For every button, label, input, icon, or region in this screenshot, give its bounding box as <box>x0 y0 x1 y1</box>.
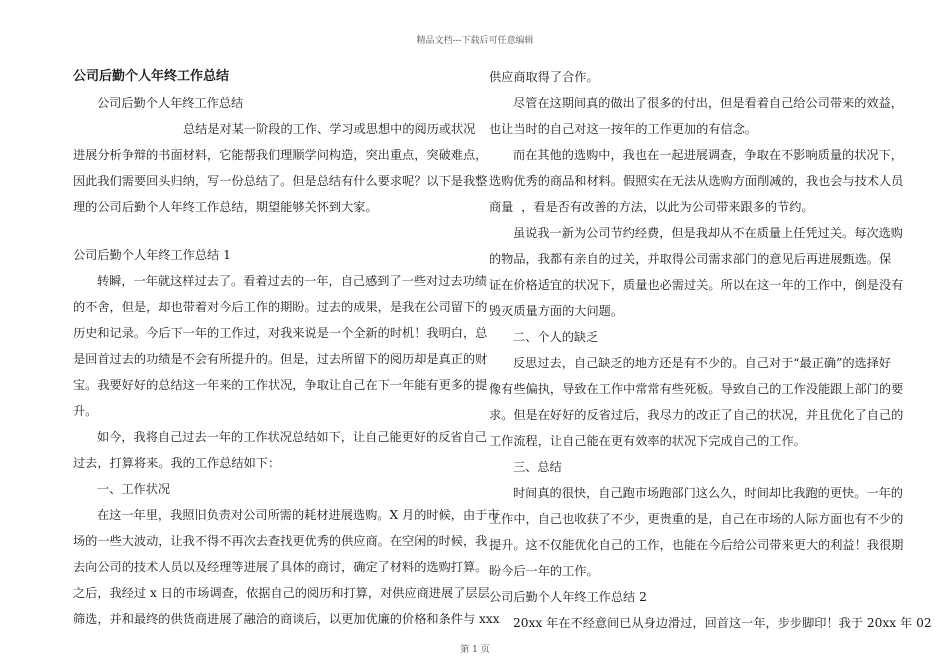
paragraph-line: 升。 <box>73 404 98 418</box>
paragraph-line: 去向公司的技术人员以及经理等进展了具体的商讨，确定了材料的选购打算。 <box>73 560 488 574</box>
paragraph-line: 如今，我将自己过去一年的工作状况总结如下，让自己能更好的反省自己 <box>97 430 487 444</box>
subheading: 二、个人的缺乏 <box>513 330 599 344</box>
paragraph-line: 时间真的很快，自己跑市场跑部门这么久，时间却比我跑的更快。一年的 <box>513 486 903 500</box>
paragraph-line: 工作流程，让自己能在更有效率的状况下完成自己的工作。 <box>489 434 806 448</box>
paragraph-line: 的不舍，但是，却也带着对今后工作的期盼。过去的成果，是我在公司留下的 <box>73 300 488 314</box>
paragraph-line: 转瞬，一年就这样过去了。看着过去的一年，自己感到了一些对过去功绩 <box>97 274 487 288</box>
paragraph-line: 过去，打算将来。我的工作总结如下： <box>73 456 281 470</box>
paragraph-line: 筛选，并和最终的供货商进展了融洽的商谈后，以更加优廉的价格和条件与 xxx <box>73 612 500 626</box>
page-header: 精品文档---下载后可任意编辑 <box>416 36 534 46</box>
section-heading: 公司后勤个人年终工作总结 2 <box>489 590 647 604</box>
paragraph-line: 宝。我要好好的总结这一年来的工作状况，争取让自己在下一年能有更多的提 <box>73 378 488 392</box>
left-column <box>73 64 500 632</box>
paragraph-line: 场的一些大波动，让我不得不再次去查找更优秀的供应商。在空闲的时候，我 <box>73 534 488 548</box>
paragraph-line: 而在其他的选购中，我也在一起进展调查，争取在不影响质量的状况下， <box>513 148 903 162</box>
document-subtitle: 公司后勤个人年终工作总结 <box>97 96 244 110</box>
intro-line: 理的公司后勤个人年终工作总结，期望能够关怀到大家。 <box>73 200 378 214</box>
section-heading: 公司后勤个人年终工作总结 1 <box>73 248 231 262</box>
paragraph-line: 虽说我一新为公司节约经费，但是我却从不在质量上任凭过关。每次选购 <box>513 226 903 240</box>
paragraph-line: 在这一年里，我照旧负责对公司所需的耗材进展选购。X 月的时候，由于市 <box>97 508 500 522</box>
paragraph-line: 工作中，自己也收获了不少，更贵重的是，自己在市场的人际方面也有不少的 <box>489 512 904 526</box>
paragraph-line: 商量 ，看是否有改善的方法，以此为公司带来跟多的节约。 <box>489 200 814 214</box>
subheading: 三、总结 <box>513 460 562 474</box>
intro-line: 总结是对某一阶段的工作、学习或思想中的阅历或状况 <box>183 122 476 136</box>
paragraph-line: 供应商取得了合作。 <box>489 70 599 84</box>
page-number: 第 1 页 <box>460 645 490 655</box>
paragraph-line: 也让当时的自己对这一按年的工作更加的有信念。 <box>489 122 758 136</box>
paragraph-line: 之后，我经过 x 日的市场调查，依据自己的阅历和打算，对供应商进展了层层 <box>73 586 490 600</box>
paragraph-line: 尽管在这期间真的做出了很多的付出，但是看着自己给公司带来的效益， <box>513 96 903 110</box>
intro-line: 进展分析争辩的书面材料，它能帮我们理顺学问构造，突出重点，突破难点， <box>73 148 488 162</box>
paragraph-line: 毁灭质量方面的大问题。 <box>489 304 624 318</box>
paragraph-line: 像有些偏执，导致在工作中常常有些死板。导致自己的工作没能跟上部门的要 <box>489 382 904 396</box>
paragraph-line: 历史和记录。今后下一年的工作过，对我来说是一个全新的时机！我明白，总 <box>73 326 488 340</box>
paragraph-line: 的物品，我都有亲自的过关，并取得公司需求部门的意见后再进展甄选。保 <box>489 252 892 266</box>
paragraph-line: 求。但是在好好的反省过后，我尽力的改正了自己的状况，并且优化了自己的 <box>489 408 904 422</box>
paragraph-line: 20xx 年在不经意间已从身边滑过，回首这一年，步步脚印！我于 20xx 年 02 <box>513 616 932 630</box>
paragraph-line: 反思过去，自己缺乏的地方还是有不少的。自己对于“最正确”的选择好 <box>513 356 892 370</box>
document-title: 公司后勤个人年终工作总结 <box>73 69 230 84</box>
intro-line: 因此我们需要回头归纳，写一份总结了。但是总结有什么要求呢？以下是我整 <box>73 174 488 188</box>
paragraph-line: 提升。这不仅能优化自己的工作，也能在今后给公司带来更大的利益！我很期 <box>489 538 904 552</box>
subheading: 一、工作状况 <box>97 482 171 496</box>
blank-line <box>73 220 460 242</box>
paragraph-line: 盼今后一年的工作。 <box>489 564 599 578</box>
paragraph-line: 是回首过去的功绩是不会有所提升的。但是，过去所留下的阅历却是真正的财 <box>73 352 488 366</box>
right-column <box>489 64 932 636</box>
paragraph-line: 选购优秀的商品和材料。假照实在无法从选购方面削减的，我也会与技术人员 <box>489 174 904 188</box>
paragraph-line: 证在价格适宜的状况下，质量也必需过关。所以在这一年的工作中，倒是没有 <box>489 278 904 292</box>
